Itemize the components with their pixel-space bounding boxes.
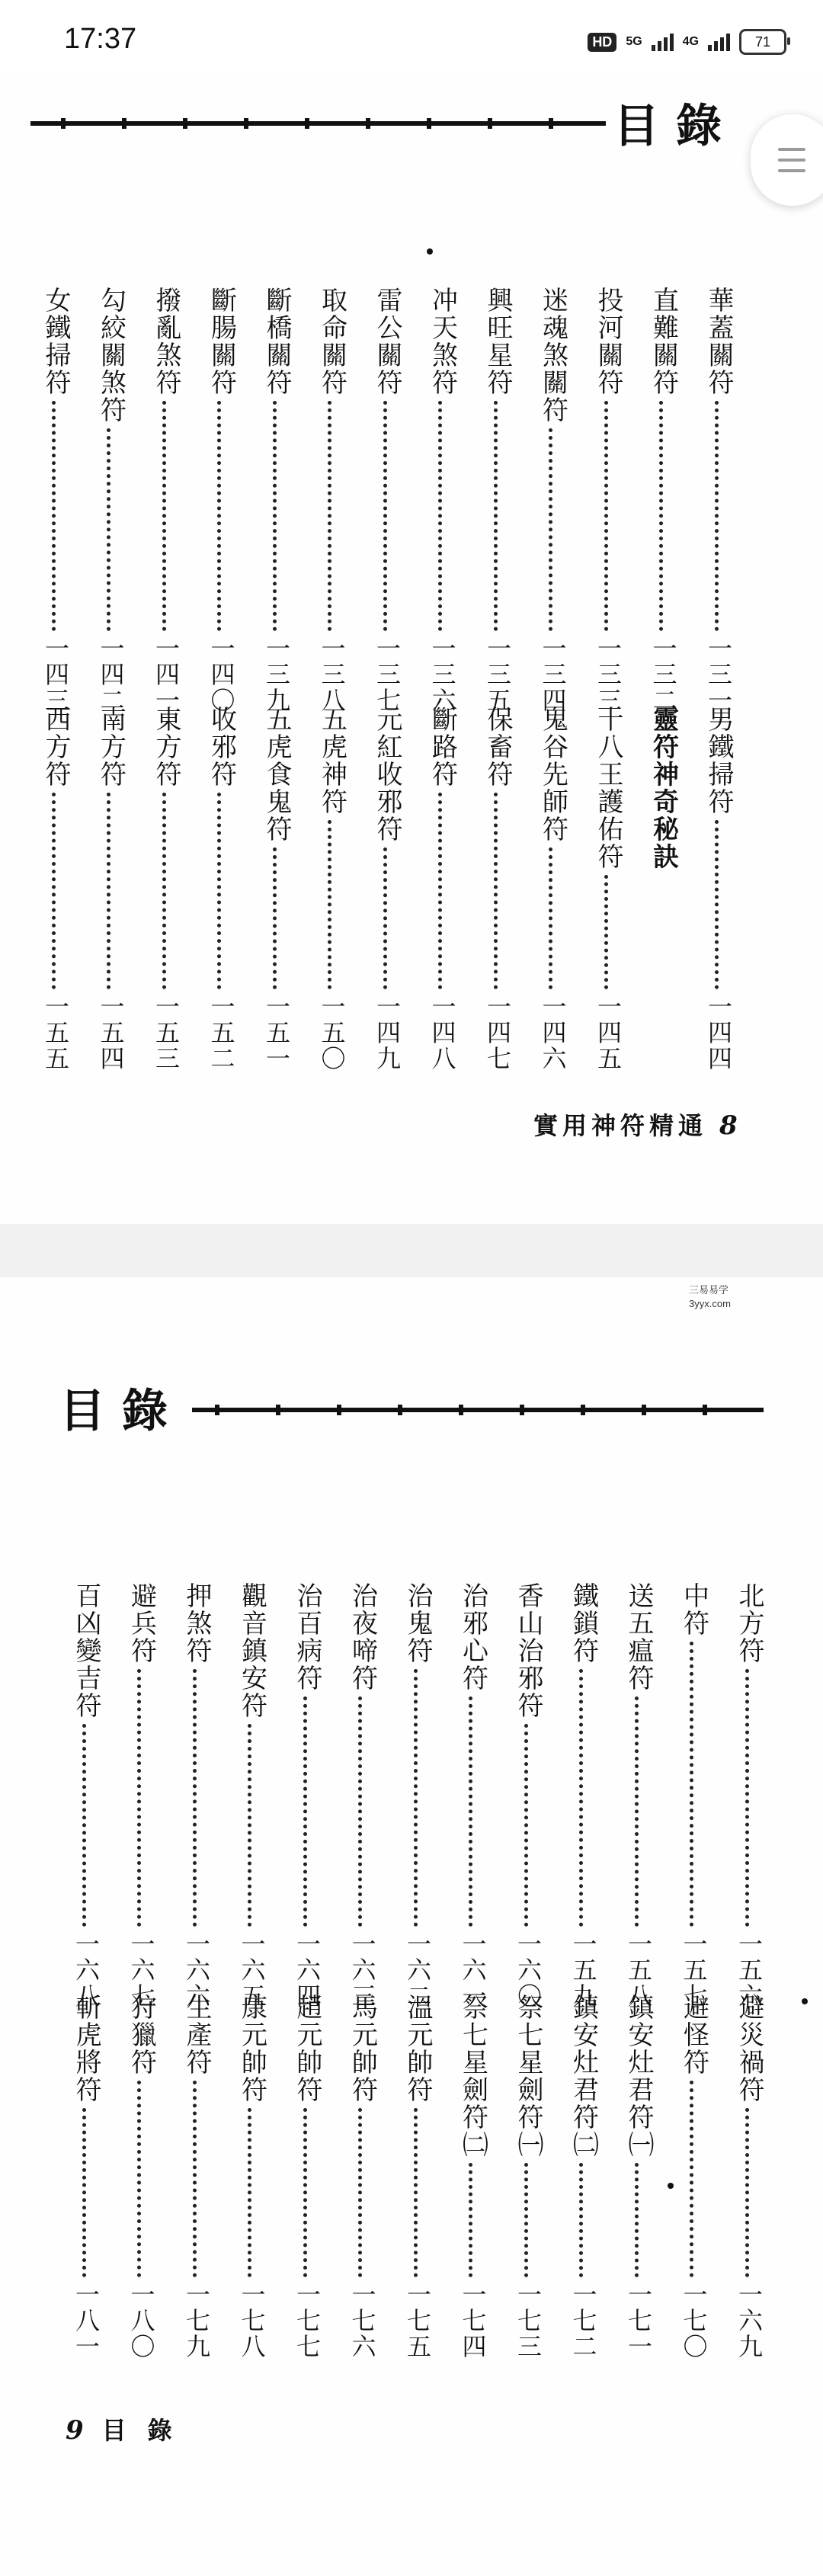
toc-entry	[179, 1994, 214, 2360]
toc-page-number: 一七七	[293, 2282, 322, 2360]
menu-button[interactable]	[751, 114, 823, 206]
signal-icon-2	[708, 34, 730, 51]
toc-entry-title: 祭七星劍符㈡	[457, 1994, 488, 2158]
menu-icon-line-2	[778, 159, 805, 162]
toc-entry	[124, 1994, 159, 2360]
toc-entry-title: 治夜啼符	[347, 1582, 378, 1692]
toc-entry-title: 送五瘟符	[623, 1582, 654, 1692]
toc-leader-dots	[549, 428, 557, 631]
toc-page-number: 一六一	[458, 1931, 488, 2009]
battery-icon	[739, 29, 786, 55]
toc-entry-title: 撥亂煞符	[151, 287, 181, 396]
toc-entry	[315, 287, 350, 713]
toc-entry-title: 觀音鎮安符	[236, 1582, 267, 1719]
toc-leader-dots	[414, 1669, 422, 1927]
toc-entry	[259, 287, 294, 713]
toc-entry-title: 避怪符	[678, 1994, 709, 2076]
toc-entry-title: 百凶變吉符	[71, 1582, 101, 1719]
toc-entry	[149, 287, 184, 713]
toc-page-number: 一五七	[679, 1931, 709, 2009]
toc-entry	[94, 287, 129, 713]
toc-entry-title: 東方符	[151, 706, 181, 788]
toc-page-number: 一四二	[96, 636, 126, 713]
toc-page-number: 一五四	[96, 994, 126, 1072]
page-footer	[66, 2411, 194, 2446]
toc-leader-dots	[273, 401, 281, 631]
toc-leader-dots	[745, 2108, 754, 2277]
toc-leader-dots	[494, 401, 502, 631]
toc-page-number: 一四八	[428, 994, 457, 1072]
toc-entry-title: 十八王護佑符	[593, 706, 623, 870]
toc-entry	[69, 1994, 104, 2360]
toc-entry-title: 鎮安灶君符㈠	[623, 1994, 654, 2158]
toc-page-number: 一三六	[428, 636, 457, 713]
toc-page-number: 一四一	[152, 636, 181, 713]
battery-level: 71	[754, 34, 771, 50]
toc-entry-title: 香山治邪符	[513, 1582, 543, 1719]
toc-page-number: 一七四	[458, 2282, 488, 2360]
toc-leader-dots	[690, 1642, 698, 1927]
network-5g-label: 5G	[626, 35, 642, 48]
page-number: 9	[66, 2415, 84, 2446]
toc-entry	[370, 706, 405, 1072]
toc-page-number: 一七六	[347, 2282, 377, 2360]
status-bar	[0, 0, 823, 73]
toc-leader-dots	[162, 401, 171, 631]
status-time: 17:37	[64, 23, 137, 55]
toc-entry	[425, 706, 460, 1072]
toc-entry	[69, 1582, 104, 2009]
toc-entry-title: 治鬼符	[402, 1582, 433, 1664]
toc-entry-title: 押煞符	[181, 1582, 212, 1664]
toc-entry	[677, 1582, 712, 2009]
toc-entry	[179, 1582, 214, 2009]
watermark-line-2: 3yyx.com	[689, 1298, 731, 1309]
toc-entry-title: 雷公關符	[372, 287, 402, 396]
toc-leader-dots	[635, 1697, 643, 1927]
toc-leader-dots	[745, 1669, 754, 1927]
toc-entry-title: 華蓋關符	[703, 287, 734, 396]
signal-icon	[652, 34, 674, 51]
toc-entry-title: 五虎食鬼符	[261, 706, 292, 843]
toc-entry	[235, 1582, 270, 2009]
document-page-8	[0, 73, 823, 1224]
toc-page-number: 一七一	[624, 2282, 653, 2360]
toc-page-number: 一七二	[568, 2282, 598, 2360]
toc-page-number: 一五三	[152, 994, 181, 1072]
toc-entry-title: 勾絞關煞符	[95, 287, 126, 424]
toc-entry-title: 中符	[678, 1582, 709, 1637]
toc-entry-title: 避災禍符	[734, 1994, 764, 2103]
toc-entry	[480, 287, 515, 713]
page-footer	[533, 1107, 738, 1142]
toc-page-number: 一四九	[373, 994, 402, 1072]
toc-page-number: 一四六	[538, 994, 568, 1072]
toc-entry	[400, 1582, 435, 2009]
toc-leader-dots	[579, 2163, 588, 2277]
toc-entry	[621, 1582, 656, 2009]
toc-entry-title: 西方符	[40, 706, 71, 788]
toc-entry	[566, 1582, 601, 2009]
toc-page-number: 一四七	[483, 994, 512, 1072]
toc-entry	[290, 1582, 325, 2009]
ink-mark	[427, 248, 433, 255]
toc-page-number: 一四四	[704, 994, 733, 1072]
toc-entry-title: 治邪心符	[457, 1582, 488, 1692]
toc-leader-dots	[358, 1697, 367, 1927]
toc-entry	[38, 706, 73, 1072]
toc-entry	[290, 1994, 325, 2360]
toc-leader-dots	[328, 401, 336, 631]
toc-entry-title: 鎮安灶君符㈡	[568, 1994, 599, 2158]
hd-badge: HD	[588, 33, 616, 52]
toc-page-number: 一三四	[538, 636, 568, 713]
toc-entry-title: 溫元帥符	[402, 1994, 433, 2103]
toc-leader-dots	[217, 401, 226, 631]
toc-entry	[566, 1994, 601, 2360]
toc-page-number: 一八一	[72, 2282, 101, 2360]
heading-rule	[30, 119, 606, 128]
toc-entry	[677, 1994, 712, 2360]
toc-entry-title: 鬼谷先師符	[537, 706, 568, 843]
toc-entry	[511, 1994, 546, 2360]
toc-entry	[204, 287, 239, 713]
toc-entry	[591, 287, 626, 713]
toc-entry	[425, 287, 460, 713]
toc-entry	[345, 1994, 380, 2360]
watermark-line-1: 三易易学	[689, 1284, 729, 1296]
ink-mark	[802, 1998, 808, 2004]
toc-page-number: 一四三	[41, 636, 70, 713]
toc-page-number: 一三八	[317, 636, 347, 713]
toc-entry	[480, 706, 515, 1072]
toc-entry-title: 斷路符	[427, 706, 458, 788]
toc-entry-title: 直難關符	[648, 287, 679, 396]
toc-leader-dots	[303, 2108, 312, 2277]
toc-leader-dots	[383, 847, 392, 989]
toc-leader-dots	[137, 2081, 146, 2277]
toc-leader-dots	[604, 401, 613, 631]
toc-page-number: 一六三	[347, 1931, 377, 2009]
toc-entry-title: 南方符	[95, 706, 126, 788]
toc-page-number: 一五一	[262, 994, 291, 1072]
toc-entry-title: 女鐵掃符	[40, 287, 71, 396]
toc-page-number: 一三七	[373, 636, 402, 713]
toc-page-number: 一五〇	[317, 994, 347, 1072]
toc-entry	[259, 706, 294, 1072]
toc-entry	[456, 1582, 491, 2009]
toc-leader-dots	[193, 1669, 201, 1927]
toc-entry-title: 投河關符	[593, 287, 623, 396]
toc-leader-dots	[193, 2081, 201, 2277]
toc-entry	[732, 1582, 767, 2009]
toc-entry-title: 治百病符	[292, 1582, 322, 1692]
toc-entry-title: 收邪符	[206, 706, 237, 788]
toc-entry-title: 五虎神符	[316, 706, 347, 815]
toc-leader-dots	[494, 793, 502, 989]
toc-leader-dots	[438, 793, 447, 989]
toc-entry-title: 元紅收邪符	[372, 706, 402, 843]
page-gap	[0, 1224, 823, 1277]
toc-leader-dots	[162, 793, 171, 989]
toc-entry	[591, 706, 626, 1072]
toc-entry	[511, 1582, 546, 2009]
toc-page-number: 一四〇	[207, 636, 236, 713]
toc-leader-dots	[469, 1697, 477, 1927]
toc-entry	[400, 1994, 435, 2360]
toc-leader-dots	[659, 401, 668, 631]
toc-entry-title: 取命關符	[316, 287, 347, 396]
toc-leader-dots	[82, 2108, 91, 2277]
toc-leader-dots	[358, 2108, 367, 2277]
toc-leader-dots	[217, 793, 226, 989]
toc-leader-dots	[690, 2081, 698, 2277]
toc-leader-dots	[52, 401, 60, 631]
ink-mark	[668, 2183, 674, 2189]
toc-leader-dots	[248, 2108, 256, 2277]
toc-page-number: 一六二	[403, 1931, 432, 2009]
toc-page-number: 一三三	[594, 636, 623, 713]
toc-entry	[315, 706, 350, 1072]
toc-leader-dots	[579, 1669, 588, 1927]
toc-entry	[646, 287, 681, 713]
toc-leader-dots	[414, 2108, 422, 2277]
toc-page-number: 一八〇	[126, 2282, 156, 2360]
toc-page-number: 一三九	[262, 636, 291, 713]
toc-entry	[536, 287, 571, 713]
toc-entry-title: 興旺星符	[482, 287, 513, 396]
status-icons	[588, 29, 786, 55]
footer-book-title: 實用神符精通	[533, 1111, 708, 1140]
toc-entry	[370, 287, 405, 713]
toc-entry	[345, 1582, 380, 2009]
toc-leader-dots	[438, 401, 447, 631]
toc-page-number: 一五九	[568, 1931, 598, 2009]
toc-leader-dots	[635, 2163, 643, 2277]
toc-page-number: 一七五	[403, 2282, 432, 2360]
toc-page-number: 一七九	[182, 2282, 211, 2360]
page-heading: 目錄	[613, 100, 738, 153]
toc-page-number: 一五二	[207, 994, 236, 1072]
toc-page-number: 一六〇	[514, 1931, 543, 2009]
menu-icon	[778, 148, 805, 151]
toc-entry	[701, 287, 736, 713]
toc-entry	[621, 1994, 656, 2360]
toc-page-number: 一四五	[594, 994, 623, 1072]
network-4g-label: 4G	[682, 35, 699, 48]
toc-leader-dots	[469, 2163, 477, 2277]
page-heading: 目錄	[59, 1385, 184, 1438]
toc-leader-dots	[549, 847, 557, 989]
toc-leader-dots	[52, 793, 60, 989]
toc-page-number: 一五八	[624, 1931, 653, 2009]
toc-entry	[732, 1994, 767, 2360]
toc-entry	[124, 1582, 159, 2009]
toc-entry-title: 斬虎將符	[71, 1994, 101, 2103]
toc-entry	[149, 706, 184, 1072]
document-page-9	[0, 1277, 823, 2576]
toc-entry	[235, 1994, 270, 2360]
footer-section-title: 目錄	[101, 2416, 194, 2445]
toc-leader-dots	[107, 793, 115, 989]
toc-entry	[38, 287, 73, 713]
toc-leader-dots	[273, 847, 281, 989]
toc-leader-dots	[715, 401, 723, 631]
toc-entry-title: 狩獵符	[126, 1994, 157, 2076]
toc-leader-dots	[524, 2163, 533, 2277]
toc-page-number: 一六五	[237, 1931, 267, 2009]
toc-leader-dots	[715, 820, 723, 989]
toc-entry	[646, 706, 681, 1072]
toc-leader-dots	[328, 820, 336, 989]
toc-page-number: 一七〇	[679, 2282, 709, 2360]
toc-entry	[204, 706, 239, 1072]
watermark	[689, 1283, 731, 1311]
toc-page-number: 一七三	[514, 2282, 543, 2360]
toc-leader-dots	[82, 1724, 91, 1927]
toc-page-number: 一六七	[126, 1931, 156, 2009]
page-number: 8	[719, 1110, 738, 1141]
toc-entry-title: 靈符神奇秘訣	[648, 706, 679, 870]
toc-entry-title: 斷橋關符	[261, 287, 292, 396]
toc-leader-dots	[303, 1697, 312, 1927]
toc-entry	[701, 706, 736, 1072]
toc-page-number: 一六四	[293, 1931, 322, 2009]
toc-leader-dots	[107, 428, 115, 631]
toc-page-number: 一三一	[704, 636, 733, 713]
toc-leader-dots	[604, 875, 613, 989]
heading-rule	[192, 1405, 764, 1415]
toc-entry-title: 趙元帥符	[292, 1994, 322, 2103]
toc-page-number: 一六九	[735, 2282, 764, 2360]
toc-entry-title: 避兵符	[126, 1582, 157, 1664]
toc-entry	[94, 706, 129, 1072]
toc-entry	[456, 1994, 491, 2360]
toc-leader-dots	[248, 1724, 256, 1927]
toc-entry-title: 康元帥符	[236, 1994, 267, 2103]
toc-page-number: 一六八	[72, 1931, 101, 2009]
toc-page-number: 一五六	[735, 1931, 764, 2009]
toc-entry-title: 迷魂煞關符	[537, 287, 568, 424]
toc-page-number: 一六六	[182, 1931, 211, 2009]
toc-entry-title: 鐵鎖符	[568, 1582, 599, 1664]
toc-entry-title: 男鐵掃符	[703, 706, 734, 815]
toc-entry-title: 北方符	[734, 1582, 764, 1664]
toc-page-number: 一五五	[41, 994, 70, 1072]
toc-page-number: 一七八	[237, 2282, 267, 2360]
toc-page-number: 一三五	[483, 636, 512, 713]
toc-entry-title: 馬元帥符	[347, 1994, 378, 2103]
toc-entry-title: 冲天煞符	[427, 287, 458, 396]
toc-leader-dots	[524, 1724, 533, 1927]
toc-leader-dots	[137, 1669, 146, 1927]
toc-entry-title: 保畜符	[482, 706, 513, 788]
toc-entry-title: 生產符	[181, 1994, 212, 2076]
toc-leader-dots	[383, 401, 392, 631]
toc-entry-title: 祭七星劍符㈠	[513, 1994, 543, 2158]
toc-entry	[536, 706, 571, 1072]
menu-icon-line-3	[778, 169, 805, 172]
toc-page-number: 一三二	[648, 636, 678, 713]
toc-entry-title: 斷腸關符	[206, 287, 237, 396]
